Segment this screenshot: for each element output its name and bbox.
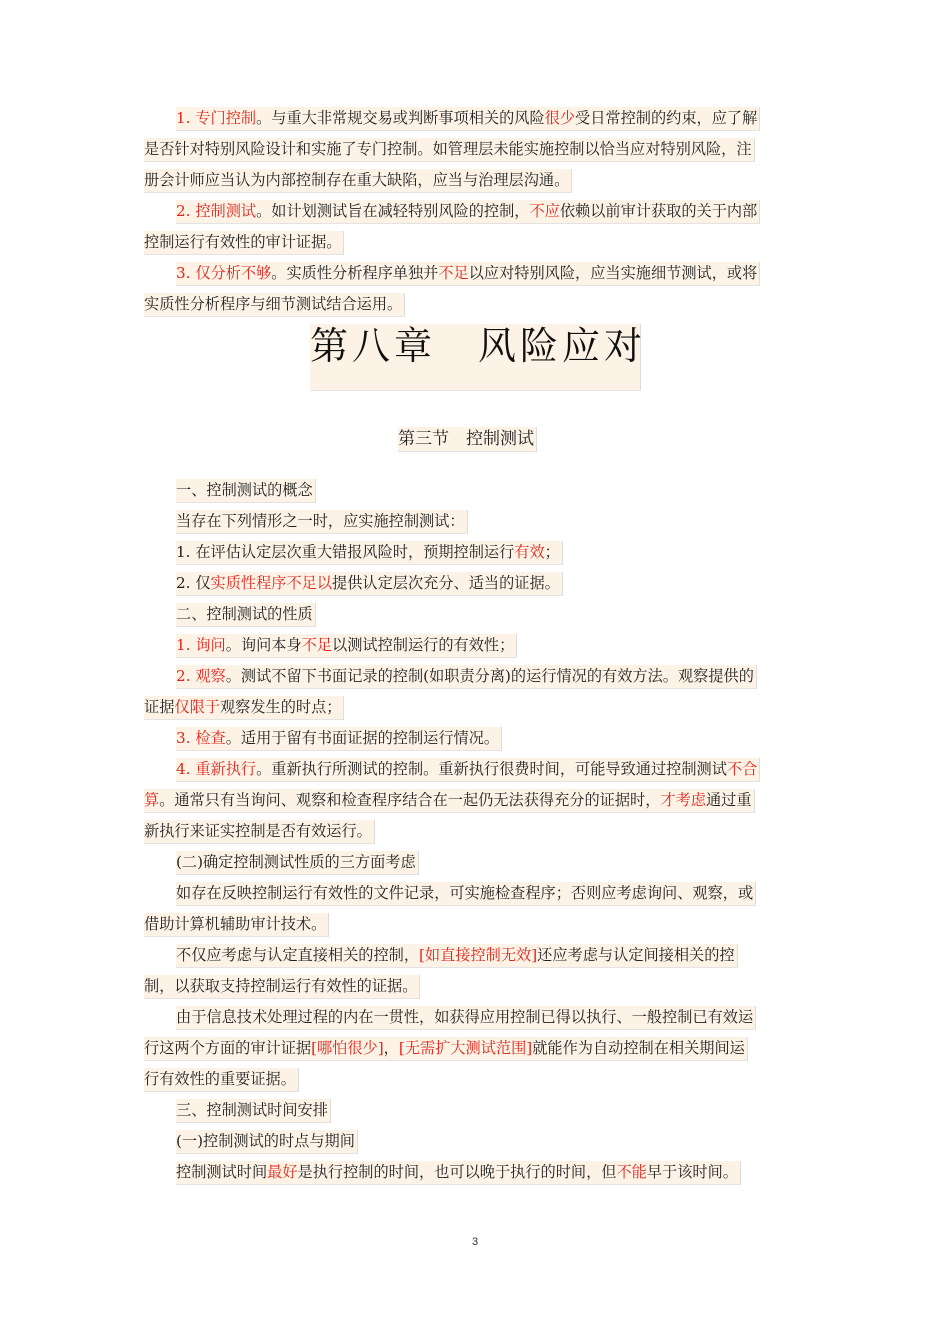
text-line bbox=[176, 665, 757, 689]
text-line bbox=[176, 1099, 331, 1123]
text-run: 。实质性分析程序单独并 bbox=[271, 264, 439, 282]
text-run: 。询问本身 bbox=[225, 636, 302, 654]
text-run: 册会计师应当认为内部控制存在重大缺陷，应当与治理层沟通。 bbox=[144, 171, 570, 189]
text-run: 依赖以前审计获取的关于内部 bbox=[559, 202, 758, 220]
highlight-text: 4. 重新执行 bbox=[176, 760, 257, 778]
highlight-text: 不足 bbox=[438, 264, 469, 282]
text-run: 提供认定层次充分、适当的证据。 bbox=[332, 574, 560, 592]
highlight-text: 2. 控制测试 bbox=[176, 202, 257, 220]
chapter-title: 第八章 风险应对 bbox=[310, 324, 641, 391]
text-line bbox=[176, 479, 316, 503]
highlight-text: [哪怕很少] bbox=[311, 1039, 384, 1057]
text-line bbox=[144, 138, 755, 162]
text-line bbox=[176, 262, 760, 286]
text-line bbox=[176, 1006, 756, 1030]
text-run: 当存在下列情形之一时，应实施控制测试： bbox=[176, 512, 465, 530]
special-risk-paragraphs bbox=[144, 107, 808, 324]
text-run: 是执行控制的时间，也可以晚于执行的时间，但 bbox=[297, 1163, 617, 1181]
text-line bbox=[144, 1068, 299, 1092]
text-line bbox=[176, 541, 563, 565]
text-run: 受日常控制的约束，应了解 bbox=[575, 109, 758, 127]
text-line bbox=[144, 820, 375, 844]
highlight-text: 3. 检查 bbox=[176, 729, 226, 747]
text-run: 就能作为自动控制在相关期间运 bbox=[532, 1039, 745, 1057]
control-testing-body bbox=[144, 479, 808, 1192]
highlight-text: [如直接控制无效] bbox=[419, 946, 538, 964]
highlight-text: 3. 仅分析不够 bbox=[176, 264, 272, 282]
text-line bbox=[176, 572, 563, 596]
text-line bbox=[176, 1130, 358, 1154]
highlight-text: 实质性程序不足以 bbox=[210, 574, 333, 592]
text-line bbox=[144, 913, 329, 937]
text-line bbox=[144, 231, 344, 255]
text-run: 新执行来证实控制是否有效运行。 bbox=[144, 822, 372, 840]
text-run: 制，以获取支持控制运行有效性的证据。 bbox=[144, 977, 418, 995]
text-run: (一)控制测试的时点与期间 bbox=[176, 1132, 355, 1150]
highlight-text: 1. 询问 bbox=[176, 636, 226, 654]
text-run: 。重新执行所测试的控制。重新执行很费时间，可能导致通过控制测试 bbox=[256, 760, 727, 778]
text-run: 。如计划测试旨在减轻特别风险的控制， bbox=[256, 202, 530, 220]
highlight-text: 最好 bbox=[267, 1163, 298, 1181]
text-run: 。通常只有当询问、观察和检查程序结合在一起仍无法获得充分的证据时， bbox=[159, 791, 661, 809]
highlight-text: 不应 bbox=[529, 202, 560, 220]
text-line bbox=[144, 975, 420, 999]
text-line bbox=[176, 603, 316, 627]
text-run: 行有效性的重要证据。 bbox=[144, 1070, 296, 1088]
highlight-text: 不能 bbox=[616, 1163, 647, 1181]
text-run: 是否针对特别风险设计和实施了专门控制。如管理层未能实施控制以恰当应对特别风险，注 bbox=[144, 140, 752, 158]
text-line bbox=[176, 634, 517, 658]
text-line bbox=[144, 169, 572, 193]
highlight-text: 仅限于 bbox=[174, 698, 220, 716]
text-line bbox=[144, 293, 405, 317]
text-run: 观察发生的时点； bbox=[219, 698, 342, 716]
text-line bbox=[144, 1037, 748, 1061]
text-run: 二、控制测试的性质 bbox=[176, 605, 313, 623]
highlight-text: 有效 bbox=[514, 543, 545, 561]
highlight-text: 2. 观察 bbox=[176, 667, 226, 685]
highlight-text: 才考虑 bbox=[660, 791, 706, 809]
highlight-text: [无需扩大测试范围] bbox=[398, 1039, 533, 1057]
text-run: 还应考虑与认定间接相关的控 bbox=[537, 946, 735, 964]
text-run: 证据 bbox=[144, 698, 175, 716]
text-run: 控制运行有效性的审计证据。 bbox=[144, 233, 342, 251]
text-line bbox=[176, 944, 738, 968]
text-run: 以应对特别风险，应当实施细节测试，或将 bbox=[468, 264, 758, 282]
text-run: 三、控制测试时间安排 bbox=[176, 1101, 328, 1119]
text-line bbox=[144, 789, 755, 813]
section-title: 第三节 控制测试 bbox=[398, 427, 537, 452]
text-line bbox=[176, 510, 468, 534]
page-number: 3 bbox=[471, 1236, 479, 1248]
text-run: 通过重 bbox=[705, 791, 752, 809]
text-line bbox=[176, 200, 760, 224]
text-run: 行这两个方面的审计证据 bbox=[144, 1039, 312, 1057]
text-line bbox=[176, 727, 502, 751]
text-line bbox=[176, 851, 419, 875]
text-run: 以测试控制运行的有效性； bbox=[332, 636, 515, 654]
text-line bbox=[144, 696, 344, 720]
text-run: 如存在反映控制运行有效性的文件记录，可实施检查程序；否则应考虑询问、观察，或 bbox=[176, 884, 754, 902]
text-run: 早于该时间。 bbox=[646, 1163, 738, 1181]
text-line bbox=[176, 758, 760, 782]
text-run: ； bbox=[544, 543, 560, 561]
text-line bbox=[176, 1161, 741, 1185]
text-run: ， bbox=[383, 1039, 399, 1057]
highlight-text: 算 bbox=[144, 791, 160, 809]
text-run: (二)确定控制测试性质的三方面考虑 bbox=[176, 853, 416, 871]
text-run: 1. 在评估认定层次重大错报风险时，预期控制运行 bbox=[176, 543, 515, 561]
text-run: 2. 仅 bbox=[176, 574, 211, 592]
highlight-text: 很少 bbox=[544, 109, 576, 127]
highlight-text: 1. 专门控制 bbox=[176, 109, 257, 127]
text-run: 。与重大非常规交易或判断事项相关的风险 bbox=[256, 109, 545, 127]
text-line bbox=[176, 107, 760, 131]
text-run: 不仅应考虑与认定直接相关的控制， bbox=[176, 946, 419, 964]
text-run: 。适用于留有书面证据的控制运行情况。 bbox=[225, 729, 500, 747]
highlight-text: 不合 bbox=[726, 760, 758, 778]
text-run: 借助计算机辅助审计技术。 bbox=[144, 915, 327, 933]
text-run: 实质性分析程序与细节测试结合运用。 bbox=[144, 295, 403, 313]
text-line bbox=[176, 882, 756, 906]
text-run: 一、控制测试的概念 bbox=[176, 481, 313, 499]
text-run: 由于信息技术处理过程的内在一贯性，如获得应用控制已得以执行、一般控制已有效运 bbox=[176, 1008, 754, 1026]
text-run: 。测试不留下书面记录的控制(如职责分离)的运行情况的有效方法。观察提供的 bbox=[225, 667, 754, 685]
highlight-text: 不足 bbox=[301, 636, 333, 654]
text-run: 控制测试时间 bbox=[176, 1163, 268, 1181]
